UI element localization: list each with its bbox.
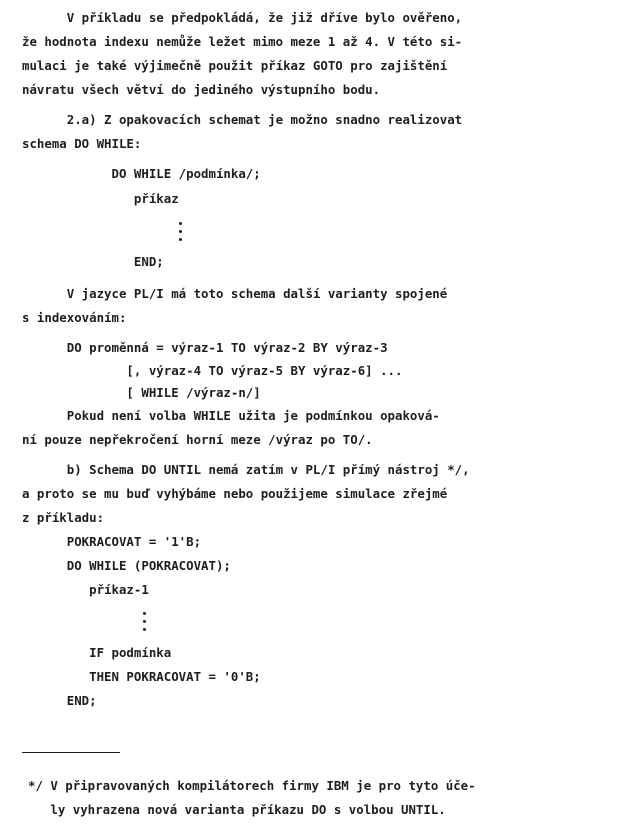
code-line: POKRACOVAT = '1'B; [22,534,202,549]
code-line: [, výraz-4 TO výraz-5 BY výraz-6] ... [22,363,403,378]
code-line: DO proměnná = výraz-1 TO výraz-2 BY výraz-3 [22,340,388,355]
vertical-ellipsis [143,612,147,636]
code-line: END; [22,254,164,269]
code-line: [ WHILE /výraz-n/] [22,385,261,400]
code-line: příkaz-1 [22,582,149,597]
text-line: 2.a) Z opakovacích schemat je možno snadno realizovat [22,112,463,127]
text-line: V příkladu se předpokládá, že již dříve bylo ověřeno, [22,10,463,25]
footnote-rule [22,752,120,753]
footnote-line: ly vyhrazena nová varianta příkazu DO s volbou UNTIL. [28,802,446,817]
code-line: END; [22,693,97,708]
text-line: V jazyce PL/I má toto schema další varianty spojené [22,286,448,301]
text-line: b) Schema DO UNTIL nemá zatím v PL/I přímý nástroj */, [22,462,470,477]
text-line: mulaci je také výjimečně použit příkaz GOTO pro zajištění [22,58,448,73]
vertical-ellipsis [179,222,183,246]
text-line: návratu všech větví do jediného výstupního bodu. [22,82,381,97]
text-line: a proto se mu buď vyhýbáme nebo použijeme simulace zřejmé [22,486,448,501]
code-line: THEN POKRACOVAT = '0'B; [22,669,261,684]
text-line: s indexováním: [22,310,127,325]
text-line: Pokud není volba WHILE užita je podmínkou opaková- [22,408,440,423]
code-line: DO WHILE (POKRACOVAT); [22,558,231,573]
code-line: DO WHILE /podmínka/; [22,166,261,181]
code-line: IF podmínka [22,645,172,660]
text-line: ní pouze nepřekročení horní meze /výraz po TO/. [22,432,373,447]
code-line: příkaz [22,191,179,206]
text-line: z příkladu: [22,510,105,525]
text-line: že hodnota indexu nemůže ležet mimo meze 1 až 4. V této si- [22,34,463,49]
text-line: schema DO WHILE: [22,136,142,151]
footnote-line: */ V připravovaných kompilátorech firmy IBM je pro tyto úče- [28,778,476,793]
